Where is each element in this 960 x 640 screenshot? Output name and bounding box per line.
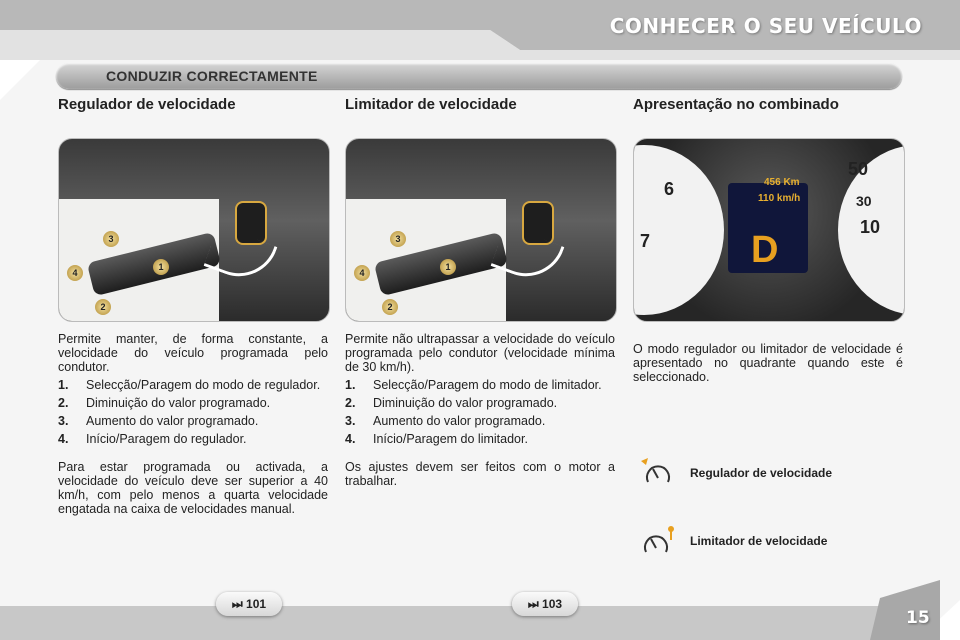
list-item: 1. Selecção/Paragem do modo de regulador. [58, 378, 321, 392]
limitador-column [345, 96, 615, 488]
regulador-text [58, 332, 328, 516]
legend-label-limitador: Limitador de velocidade [690, 534, 828, 548]
list-item: 4. Início/Paragem do limitador. [345, 432, 528, 446]
cruise-control-icon [640, 458, 676, 486]
page-ref-101-link[interactable]: ⏭ 101 [216, 592, 282, 616]
limitador-intro: Permite não ultrapassar a velocidade do veículo programada pelo condutor (velocidade mínima de 30 km/h). [345, 332, 615, 374]
regulador-intro: Permite manter, de forma constante, a velocidade do veículo programada pelo condutor. [58, 332, 328, 374]
rpm-label-7: 7 [640, 231, 651, 251]
combinado-title: Apresentação no combinado [633, 96, 839, 113]
speed-readout: 110 km/h [758, 193, 801, 204]
rev-counter-gauge [633, 145, 724, 315]
legend-label-regulador: Regulador de velocidade [690, 466, 833, 480]
marker-3: 3 [390, 231, 406, 247]
speed-label-30: 30 [856, 193, 872, 209]
limitador-stalk-photo [345, 138, 617, 322]
speed-label-10: 10 [860, 217, 881, 237]
gear-indicator: D [751, 229, 779, 271]
legend-regulador [640, 458, 900, 488]
page-number: 15 [906, 608, 930, 628]
combinado-intro: O modo regulador ou limitador de velocidade é apresentado no quadrante quando este é seleccionado. [633, 342, 903, 384]
regulador-title: Regulador de velocidade [58, 96, 236, 113]
regulador-stalk-photo [58, 138, 330, 322]
limitador-text [345, 332, 615, 488]
list-item: 3. Aumento do valor programado. [345, 414, 546, 428]
section-title: CONDUZIR CORRECTAMENTE [106, 68, 318, 84]
marker-4: 4 [354, 265, 370, 281]
rpm-label-6: 6 [664, 179, 675, 199]
speed-label-50: 50 [848, 159, 869, 179]
combinado-column [633, 96, 903, 384]
list-item: 4. Início/Paragem do regulador. [58, 432, 247, 446]
marker-3: 3 [103, 231, 119, 247]
instrument-cluster-photo [633, 138, 905, 322]
page-banner-title: CONHECER O SEU VEÍCULO [609, 14, 922, 38]
limitador-title: Limitador de velocidade [345, 96, 517, 113]
limitador-note: Os ajustes devem ser feitos com o motor a trabalhar. [345, 460, 615, 488]
list-item: 2. Diminuição do valor programado. [58, 396, 271, 410]
distance-readout: 456 Km [764, 177, 800, 188]
marker-2: 2 [382, 299, 398, 315]
combinado-text [633, 342, 903, 384]
list-item: 1. Selecção/Paragem do modo de limitador. [345, 378, 602, 392]
regulador-column [58, 96, 328, 516]
regulador-note: Para estar programada ou activada, a velocidade do veículo deve ser superior a 40 km/h, com pelo menos a quarta velocidade engatada na caixa de velocidades manual. [58, 460, 328, 516]
page-ref-103-link[interactable]: ⏭ 103 [512, 592, 578, 616]
marker-1: 1 [153, 259, 169, 275]
speed-limiter-icon [640, 526, 676, 554]
marker-4: 4 [67, 265, 83, 281]
section-header [56, 63, 902, 89]
list-item: 2. Diminuição do valor programado. [345, 396, 558, 410]
list-item: 3. Aumento do valor programado. [58, 414, 259, 428]
limitador-list [345, 378, 615, 446]
regulador-list [58, 378, 328, 446]
marker-2: 2 [95, 299, 111, 315]
marker-1: 1 [440, 259, 456, 275]
legend-limitador [640, 526, 900, 556]
